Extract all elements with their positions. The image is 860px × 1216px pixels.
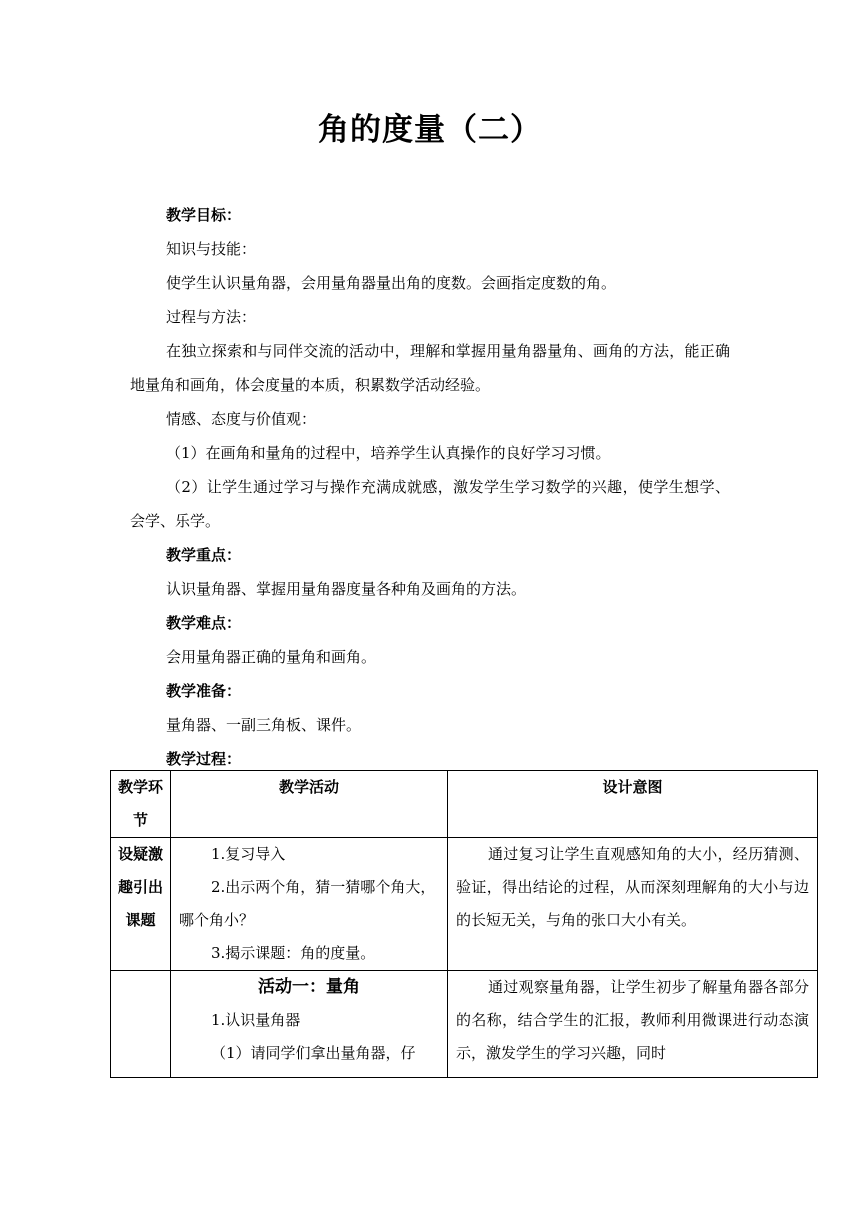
- page-title: 角的度量（二）: [318, 112, 542, 148]
- difficulty-heading: 教学难点：: [166, 614, 242, 632]
- table-row: [111, 838, 818, 971]
- row1-activity-3: 3.揭示课题：角的度量。: [211, 944, 376, 962]
- row1-intent: 通过复习让学生直观感知角的大小，经历猜测、验证，得出结论的过程，从而深刻理解角的大小与边的长短无关，与角的张口大小有关。: [448, 838, 818, 971]
- difficulty-text: 会用量角器正确的量角和画角。: [166, 648, 377, 666]
- table-header-row: [111, 771, 818, 838]
- process-text: 在独立探索和与同伴交流的活动中，理解和掌握用量角器量角、画角的方法，能正确地量角和画角，体会度量的本质，积累数学活动经验。: [130, 342, 730, 394]
- row2-stage: [111, 971, 171, 1078]
- row2-activity-1: 1.认识量角器: [211, 1011, 301, 1029]
- lesson-plan-body: [130, 198, 730, 776]
- row2-intent: 通过观察量角器，让学生初步了解量角器各部分的名称，结合学生的汇报，教师利用微课进行动态演示，激发学生的学习兴趣，同时: [448, 971, 818, 1078]
- emotion-item-1: （1）在画角和量角的过程中，培养学生认真操作的良好学习习惯。: [166, 444, 611, 462]
- row2-activity-2: （1）请同学们拿出量角器，仔: [211, 1044, 416, 1062]
- prep-heading: 教学准备：: [166, 682, 242, 700]
- process-label: 过程与方法：: [166, 308, 257, 326]
- row1-activity-2: 2.出示两个角，猜一猜哪个角大，哪个角小？: [179, 878, 436, 929]
- lesson-table: [110, 770, 818, 1078]
- header-activity: 教学活动: [171, 771, 448, 838]
- header-stage: 教学环节: [111, 771, 171, 838]
- key-heading: 教学重点：: [166, 546, 242, 564]
- knowledge-text: 使学生认识量角器，会用量角器量出角的度数。会画指定度数的角。: [166, 274, 617, 292]
- emotion-item-2: （2）让学生通过学习与操作充满成就感，激发学生学习数学的兴趣，使学生想学、会学、乐学。: [130, 478, 730, 530]
- row2-activity-title: 活动一：量角: [258, 977, 360, 997]
- row2-activities: [171, 971, 448, 1078]
- row1-activities: [171, 838, 448, 971]
- objectives-heading: 教学目标：: [166, 206, 242, 224]
- header-intent: 设计意图: [448, 771, 818, 838]
- prep-text: 量角器、一副三角板、课件。: [166, 716, 362, 734]
- emotion-label: 情感、态度与价值观：: [166, 410, 317, 428]
- knowledge-label: 知识与技能：: [166, 240, 257, 258]
- row1-activity-1: 1.复习导入: [211, 845, 286, 863]
- teaching-process-heading: 教学过程：: [166, 750, 242, 768]
- table-row: [111, 971, 818, 1078]
- key-text: 认识量角器、掌握用量角器度量各种角及画角的方法。: [166, 580, 527, 598]
- row1-stage: 设疑激趣引出课题: [111, 838, 171, 971]
